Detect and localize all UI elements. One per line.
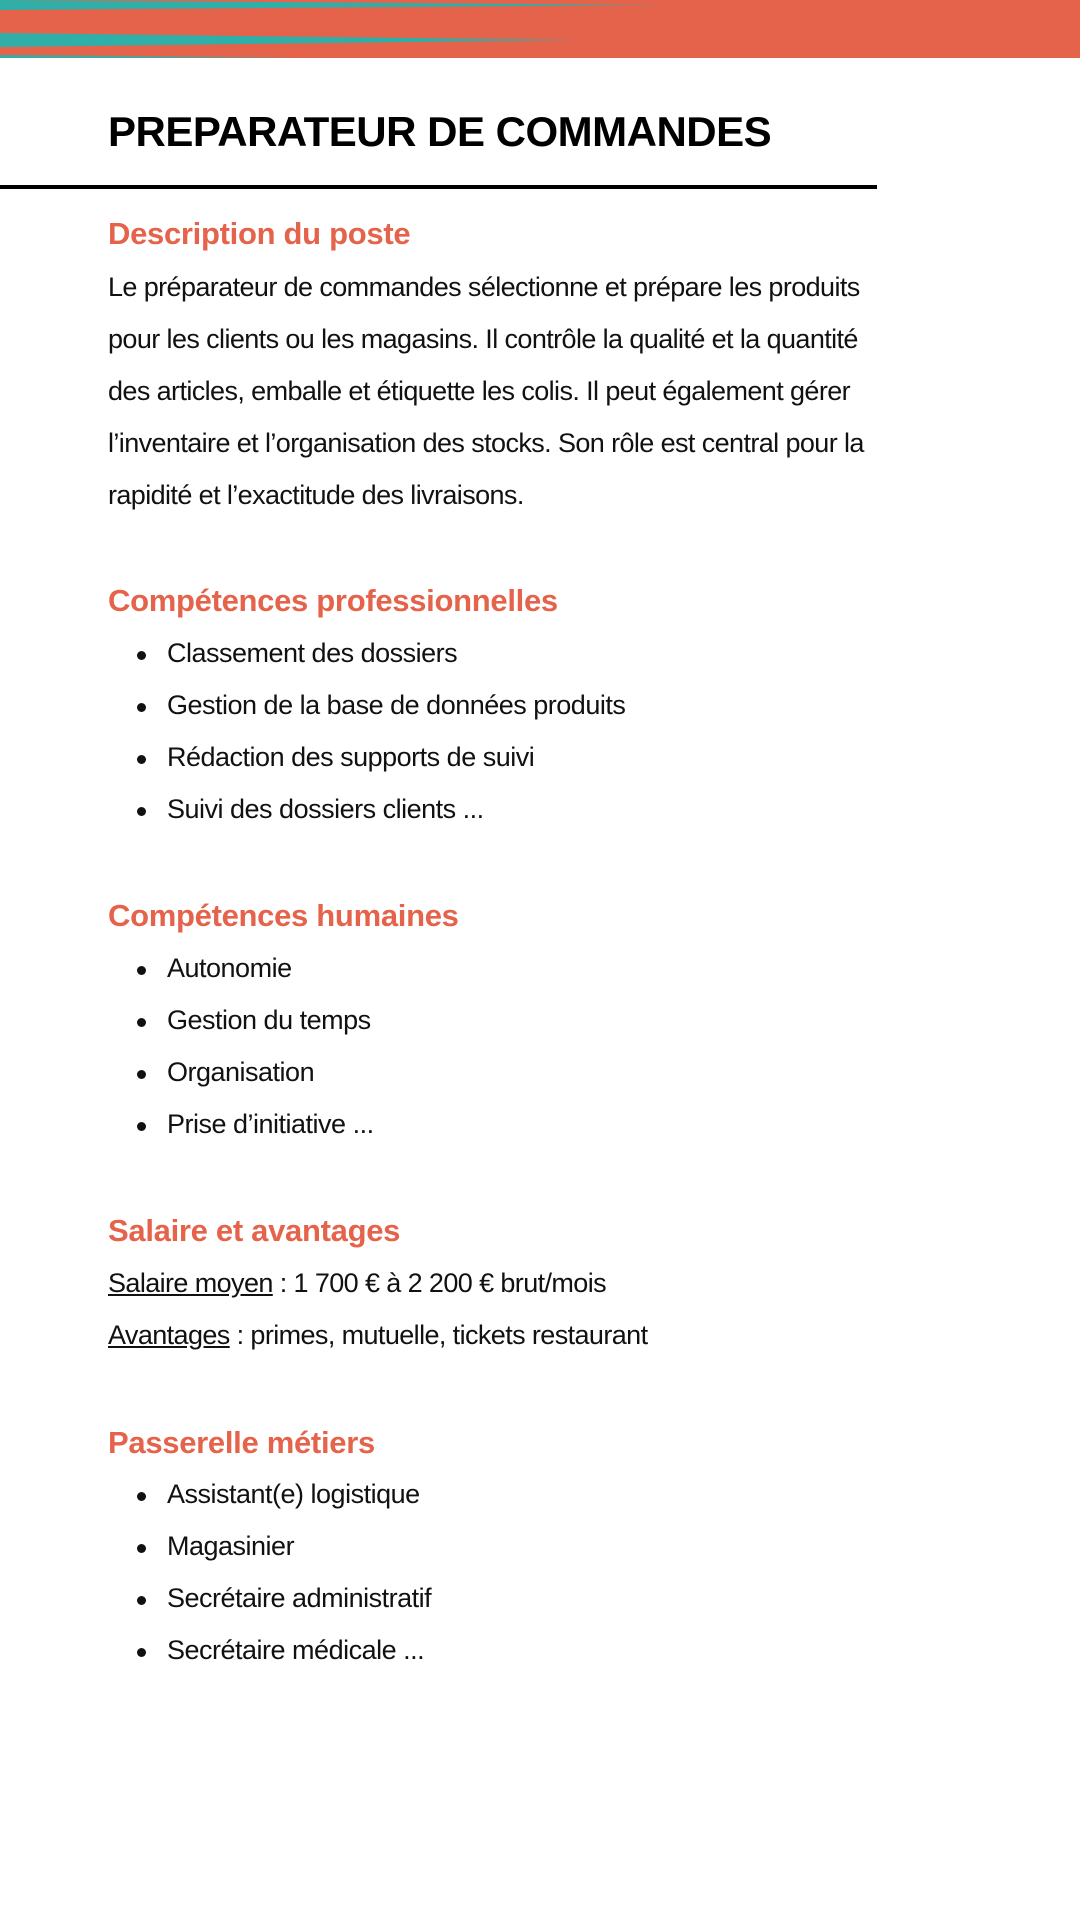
salary-value: : 1 700 € à 2 200 € brut/mois (272, 1268, 607, 1298)
benefits-label: Avantages (108, 1320, 230, 1350)
header-banner (0, 0, 1080, 58)
description-line: pour les clients ou les magasins. Il contrôle la qualité et la quantité (108, 324, 858, 354)
salary-label: Salaire moyen (108, 1268, 273, 1298)
section-heading-humaines: Compétences humaines (108, 898, 459, 933)
list-item: Secrétaire administratif (167, 1583, 432, 1613)
list-item: Secrétaire médicale ... (167, 1635, 425, 1665)
list-item: Assistant(e) logistique (167, 1479, 420, 1509)
title-divider (0, 185, 877, 189)
description-line: rapidité et l’exactitude des livraisons. (108, 480, 524, 510)
list-item: Autonomie (167, 953, 292, 983)
list-item: Suivi des dossiers clients ... (167, 794, 484, 824)
list-item: Rédaction des supports de suivi (167, 742, 535, 772)
salary-line (108, 1268, 606, 1299)
list-item: Gestion de la base de données produits (167, 690, 626, 720)
list-item: Classement des dossiers (167, 638, 458, 668)
description-line: des articles, emballe et étiquette les colis. Il peut également gérer (108, 376, 851, 406)
section-heading-description: Description du poste (108, 216, 411, 251)
benefits-value: : primes, mutuelle, tickets restaurant (229, 1320, 648, 1350)
list-item: Magasinier (167, 1531, 295, 1561)
list-item: Organisation (167, 1057, 315, 1087)
description-line: Le préparateur de commandes sélectionne et prépare les produits (108, 272, 860, 302)
benefits-line (108, 1320, 647, 1351)
section-heading-salaire: Salaire et avantages (108, 1213, 401, 1248)
list-item: Prise d’initiative ... (167, 1109, 374, 1139)
description-line: l’inventaire et l’organisation des stocks. Son rôle est central pour la (108, 428, 864, 458)
page-title: PREPARATEUR DE COMMANDES (108, 108, 772, 155)
section-heading-passerelle: Passerelle métiers (108, 1425, 375, 1460)
list-item: Gestion du temps (167, 1005, 371, 1035)
section-heading-pro: Compétences professionnelles (108, 583, 558, 618)
